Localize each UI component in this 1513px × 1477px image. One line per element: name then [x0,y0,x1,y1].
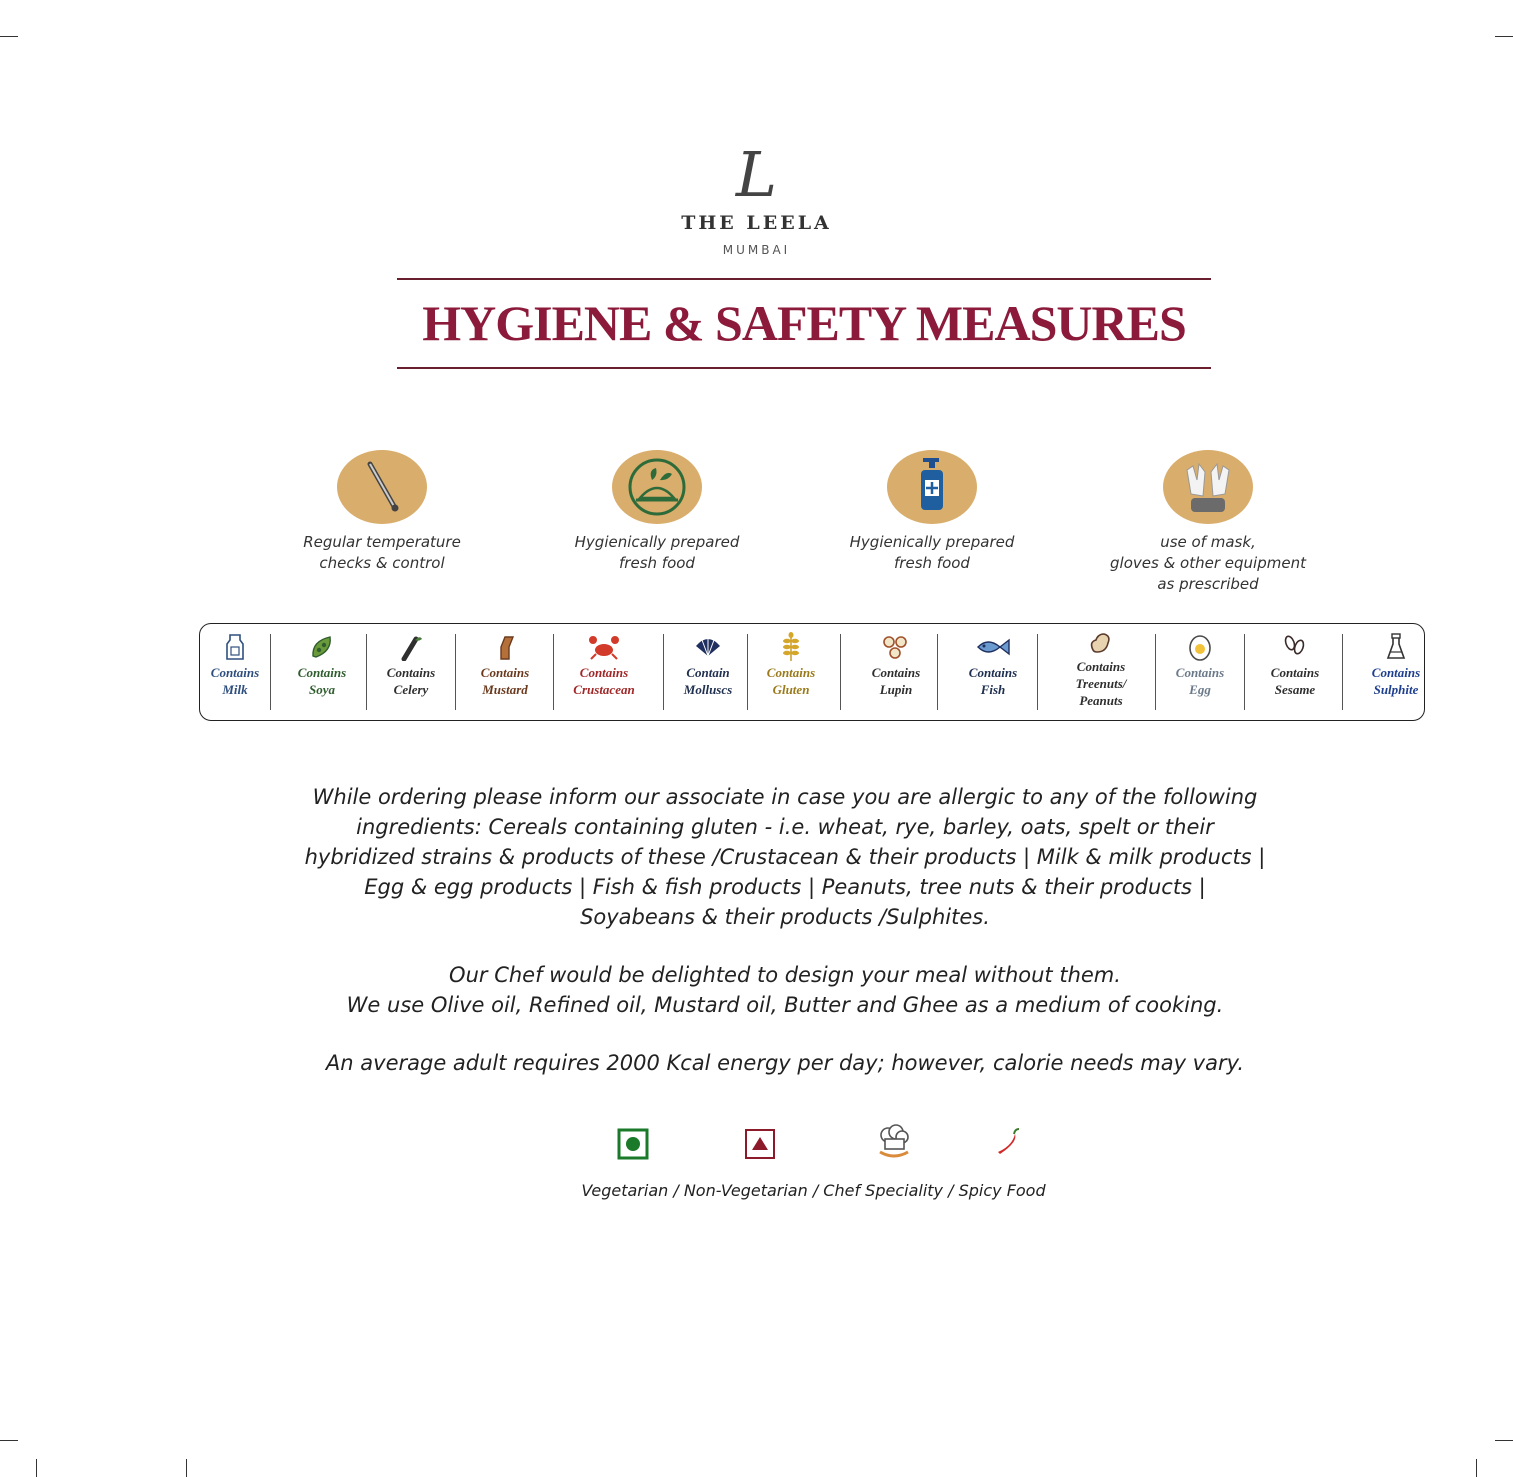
measure-fresh-food [527,450,787,574]
leela-logo: L [735,138,778,211]
notice-line: Egg & egg products | Fish & fish products | Peanuts, tree nuts & their products | [364,875,1206,899]
celery-icon [398,633,424,661]
allergen-egg [1160,630,1240,716]
chef-hat-icon [874,1122,914,1166]
crop-mark [1476,1459,1477,1477]
allergen-label: Contains [871,665,921,680]
thermometer-icon [337,450,427,524]
allergen-crustacean [558,630,650,716]
crab-icon [588,633,620,661]
allergen-label: Gluten [772,682,810,697]
measure-caption: Hygienically prepared [849,533,1015,551]
notice-line: We use Olive oil, Refined oil, Mustard oil, Butter and Ghee as a medium of cooking. [346,993,1224,1017]
allergen-celery [370,630,452,716]
allergen-nuts [1046,628,1156,714]
allergen-label: Contains [386,665,436,680]
allergen-label: Milk [222,682,248,697]
badge-circle [337,450,427,524]
allergen-label: Celery [393,682,429,697]
notice-line: Our Chef would be delighted to design your meal without them. [449,963,1121,987]
allergen-sesame [1250,630,1340,716]
allergen-label: Contains [480,665,530,680]
allergen-label: Contains [968,665,1018,680]
allergen-fish [945,630,1041,716]
brand-name: THE LEELA [681,212,832,234]
soya-icon [308,633,336,661]
separator [1037,634,1038,710]
fish-icon [974,635,1012,659]
allergen-label: Crustacean [573,682,635,697]
allergen-molluscs [668,630,748,716]
badge-circle [1163,450,1253,524]
separator [270,634,271,710]
crop-mark [0,1440,18,1441]
measure-caption: gloves & other equipment [1110,554,1306,572]
measure-caption: as prescribed [1157,575,1259,593]
notice-line: hybridized strains & products of these /Crustacean & their products | Milk & milk products | [304,845,1266,869]
allergen-gluten [751,630,831,716]
veg-icon [617,1128,649,1164]
crop-mark [186,1459,187,1477]
allergen-lupin [848,630,944,716]
allergen-milk [200,630,270,716]
allergen-label: Treenuts/ [1075,676,1127,691]
separator [1244,634,1245,710]
allergen-label: Sesame [1274,682,1316,697]
measure-caption: use of mask, [1160,533,1256,551]
separator [553,634,554,710]
notice-line: ingredients: Cereals containing gluten - i.e. wheat, rye, barley, oats, spelt or their [356,815,1214,839]
gloves-mask-icon [1163,450,1253,524]
non-veg-icon [744,1128,776,1164]
allergen-sulphite [1360,630,1432,716]
allergen-label: Contain [686,665,730,680]
badge-circle [887,450,977,524]
measure-caption: Regular temperature [303,533,461,551]
separator [663,634,664,710]
sanitizer-bottle-icon [887,450,977,524]
allergen-label: Fish [980,682,1006,697]
separator [1342,634,1343,710]
divider [397,367,1211,369]
allergen-label: Contains [1270,665,1320,680]
milk-icon [224,633,246,661]
allergy-notice [240,782,1330,932]
allergen-label: Contains [579,665,629,680]
measure-caption: Hygienically prepared [574,533,740,551]
allergen-label: Contains [1076,659,1126,674]
separator [840,634,841,710]
sulphite-icon [1385,632,1407,662]
allergen-label: Lupin [879,682,913,697]
chili-icon [992,1126,1022,1160]
separator [366,634,367,710]
crop-mark [0,36,18,37]
measure-temperature [252,450,512,574]
brand-city: MUMBAI [722,243,791,257]
allergen-legend [199,623,1425,721]
allergen-soya [277,630,367,716]
divider [397,278,1211,280]
measure-sanitizer [802,450,1062,574]
notice-line: Soyabeans & their products /Sulphites. [580,905,990,929]
peanut-icon [1087,630,1115,656]
allergen-label: Sulphite [1373,682,1419,697]
crop-mark [1495,36,1513,37]
allergen-mustard [460,630,550,716]
lupin-icon [880,633,912,661]
allergen-label: Peanuts [1079,693,1123,708]
allergen-label: Contains [297,665,347,680]
allergen-label: Contains [766,665,816,680]
measure-caption: fresh food [894,554,970,572]
cloche-leaf-icon [612,450,702,524]
egg-icon [1187,632,1213,662]
measure-caption: fresh food [619,554,695,572]
badge-circle [612,450,702,524]
measure-caption: checks & control [319,554,445,572]
sesame-icon [1281,633,1309,661]
allergen-label: Molluscs [683,682,733,697]
notice-line: While ordering please inform our associate in case you are allergic to any of the following [312,785,1258,809]
allergen-label: Mustard [482,682,528,697]
page-title: HYGIENE & SAFETY MEASURES [422,295,1186,351]
allergen-label: Egg [1189,682,1211,697]
separator [1155,634,1156,710]
legend-caption: Vegetarian / Non-Vegetarian / Chef Speciality / Spicy Food [581,1181,1046,1200]
separator [937,634,938,710]
wheat-icon [780,631,802,663]
crop-mark [1495,1440,1513,1441]
calorie-notice: An average adult requires 2000 Kcal energy per day; however, calorie needs may vary. [325,1051,1245,1075]
crop-mark [36,1459,37,1477]
measure-mask-gloves [1078,450,1338,595]
allergen-label: Contains [1175,665,1225,680]
separator [747,634,748,710]
shell-icon [693,634,723,660]
chef-notice [240,960,1330,1020]
mustard-icon [493,633,517,661]
allergen-label: Contains [210,665,260,680]
allergen-label: Soya [309,682,335,697]
allergen-label: Contains [1371,665,1421,680]
separator [455,634,456,710]
